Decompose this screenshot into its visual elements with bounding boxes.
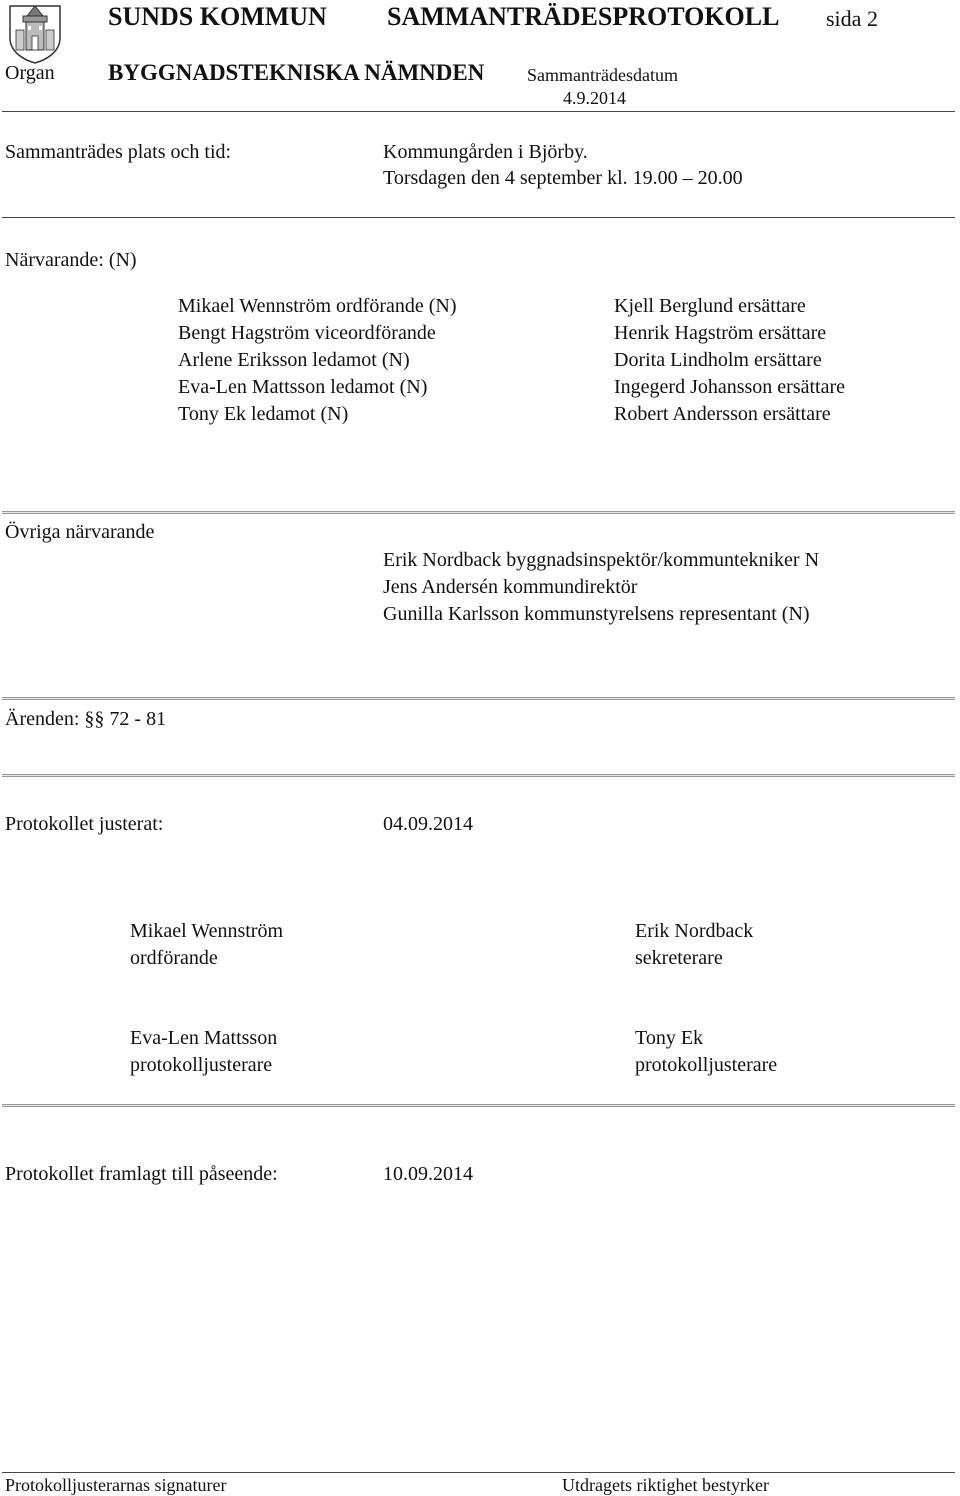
protocol-checked-label: Protokollet justerat:	[5, 813, 164, 835]
protocol-posted-label: Protokollet framlagt till påseende:	[5, 1163, 278, 1185]
others-present-label: Övriga närvarande	[5, 521, 155, 543]
footer-certification-label: Utdragets riktighet bestyrker	[562, 1475, 769, 1495]
other-present-person: Jens Andersén kommundirektör	[383, 576, 638, 598]
present-substitute: Kjell Berglund ersättare	[614, 295, 806, 317]
footer-divider	[2, 1472, 955, 1473]
signature-role: protokolljusterare	[635, 1054, 778, 1076]
signature-block	[635, 918, 753, 972]
signature-name: Eva-Len Mattsson	[130, 1027, 278, 1049]
signature-role: protokolljusterare	[130, 1054, 273, 1076]
present-member: Arlene Eriksson ledamot (N)	[178, 349, 410, 371]
signature-name: Tony Ek	[635, 1027, 704, 1049]
document-type: SAMMANTRÄDESPROTOKOLL	[387, 2, 780, 31]
present-member: Eva-Len Mattsson ledamot (N)	[178, 376, 428, 398]
municipality-name: SUNDS KOMMUN	[108, 2, 327, 31]
section-divider	[2, 217, 955, 218]
signature-name: Erik Nordback	[635, 920, 754, 942]
present-members-list	[178, 293, 457, 428]
section-divider	[2, 697, 955, 700]
present-substitute: Dorita Lindholm ersättare	[614, 349, 822, 371]
section-divider	[2, 511, 955, 514]
meeting-place: Kommungården i Björby.	[383, 141, 588, 163]
signature-name: Mikael Wennström	[130, 920, 283, 942]
present-substitute: Ingegerd Johansson ersättare	[614, 376, 846, 398]
present-member: Mikael Wennström ordförande (N)	[178, 295, 457, 317]
meeting-date: 4.9.2014	[563, 88, 626, 108]
section-divider	[2, 774, 955, 777]
protocol-checked-date: 04.09.2014	[383, 813, 473, 835]
protocol-posted-date: 10.09.2014	[383, 1163, 473, 1185]
organ-name: BYGGNADSTEKNISKA NÄMNDEN	[108, 60, 485, 85]
meeting-time: Torsdagen den 4 september kl. 19.00 – 20.00	[383, 167, 743, 189]
present-substitute: Robert Andersson ersättare	[614, 403, 831, 425]
signature-role: sekreterare	[635, 947, 723, 969]
other-present-person: Erik Nordback byggnadsinspektör/kommuntekniker N	[383, 549, 820, 571]
page-number: sida 2	[826, 6, 878, 31]
header-divider	[2, 111, 955, 112]
signature-block	[635, 1025, 777, 1079]
present-substitute: Henrik Hagström ersättare	[614, 322, 827, 344]
footer-signatures-label: Protokolljusterarnas signaturer	[5, 1475, 227, 1495]
present-member: Bengt Hagström viceordförande	[178, 322, 436, 344]
signature-role: ordförande	[130, 947, 218, 969]
meeting-place-time-label: Sammanträdes plats och tid:	[5, 141, 232, 163]
present-label: Närvarande: (N)	[5, 249, 137, 271]
section-divider	[2, 1104, 955, 1107]
municipality-coat-of-arms-logo	[6, 2, 64, 64]
other-present-person: Gunilla Karlsson kommunstyrelsens representant (N)	[383, 603, 810, 625]
others-present-list	[383, 547, 819, 628]
meeting-date-label: Sammanträdesdatum	[527, 65, 678, 85]
present-substitutes-list	[614, 293, 845, 428]
present-member: Tony Ek ledamot (N)	[178, 403, 349, 425]
signature-block	[130, 1025, 277, 1079]
matters-range: Ärenden: §§ 72 - 81	[5, 708, 167, 730]
organ-label: Organ	[5, 62, 55, 84]
signature-block	[130, 918, 283, 972]
